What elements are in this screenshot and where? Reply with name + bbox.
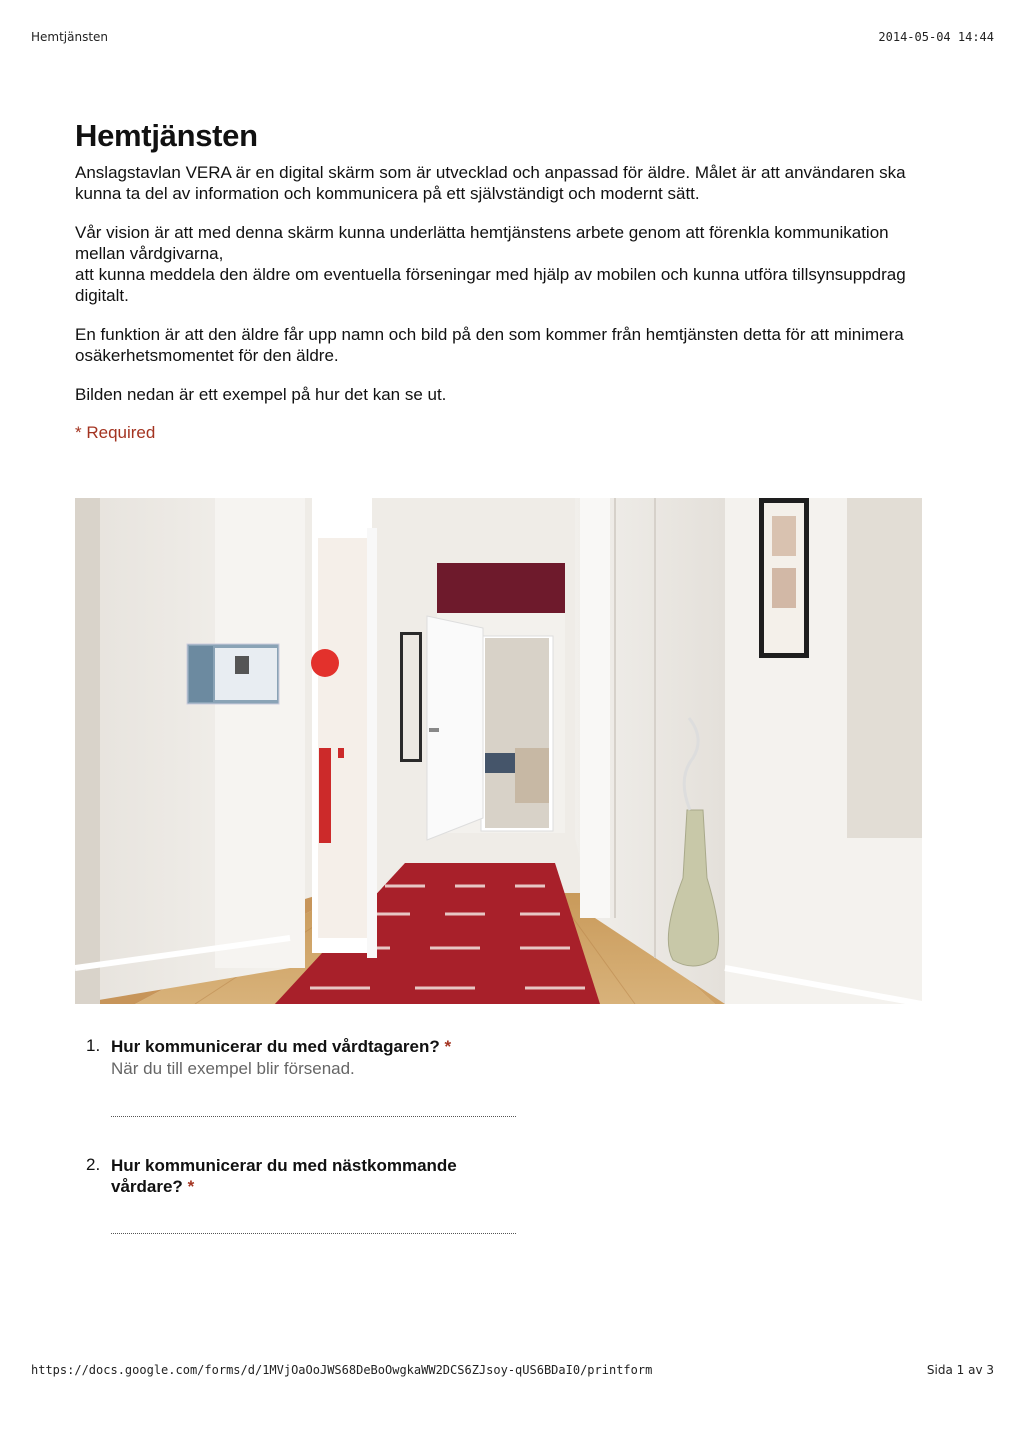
required-note: * Required [75,423,156,442]
question-1-help-text: När du till exempel blir försenad. [111,1059,355,1078]
form-header [75,118,935,443]
print-header-datetime: 2014-05-04 14:44 [878,30,994,44]
form-description-paragraph-2: Vår vision är att med denna skärm kunna underlätta hemtjänstens arbete genom att förenkla kommunikation mellan vårdgivarna, att kunna meddela den äldre om eventuella förseningar med hjälp av mobilen och kunna utföra tillsynsuppdrag digitalt. [75,223,906,305]
question-1-number: 1. [86,1036,101,1055]
question-1-answer-field[interactable] [111,1116,516,1117]
question-1-required-mark: * [444,1037,452,1056]
form-description-paragraph-3: En funktion är att den äldre får upp namn och bild på den som kommer från hemtjänsten detta för att minimera osäkerhetsmomentet för den äldre. [75,325,904,365]
hallway-photo [75,498,922,1004]
question-2-required-mark: * [187,1177,195,1196]
form-description-paragraph-4: Bilden nedan är ett exempel på hur det kan se ut. [75,385,447,404]
form-title: Hemtjänsten [75,118,258,153]
print-header-title: Hemtjänsten [31,30,109,44]
print-footer-page-number: Sida 1 av 3 [926,1363,994,1377]
question-2-number: 2. [86,1155,101,1174]
question-2-answer-field[interactable] [111,1233,516,1234]
question-1-title: Hur kommunicerar du med vårdtagaren? [111,1037,440,1056]
question-2-title: Hur kommunicerar du med nästkommande vårdare? [111,1156,457,1196]
print-footer-url: https://docs.google.com/forms/d/1MVjOaOoJWS68DeBoOwgkaWW2DCS6ZJsoy-qUS6BDaI0/printform [31,1363,653,1377]
form-description-paragraph-1: Anslagstavlan VERA är en digital skärm som är utvecklad och anpassad för äldre. Målet är att användaren ska kunna ta del av information och kommunicera på ett självständigt och modernt sätt. [75,163,906,203]
